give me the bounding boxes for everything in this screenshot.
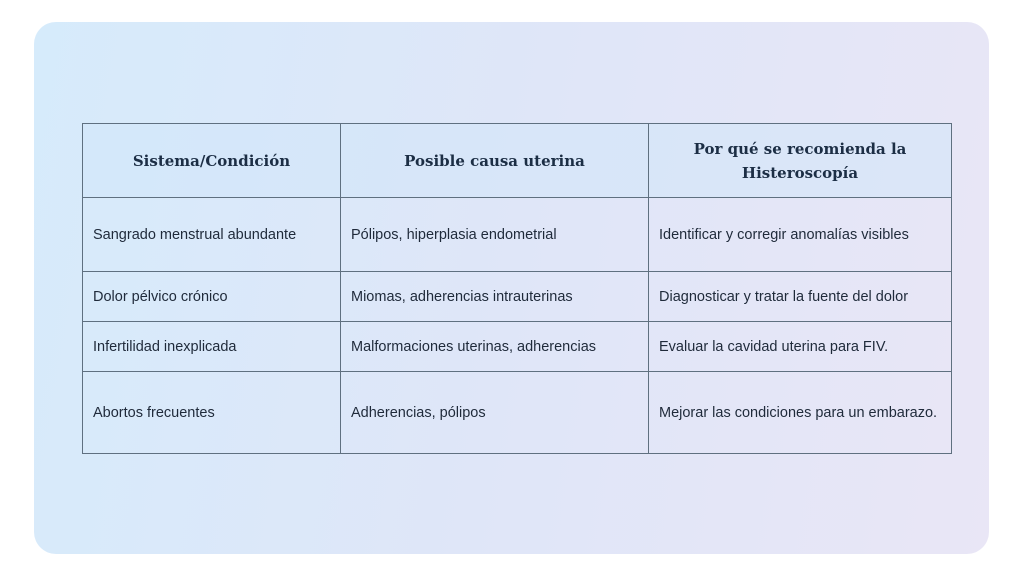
cell-recommendation-reason: Evaluar la cavidad uterina para FIV. [649,322,952,372]
cell-uterine-cause: Pólipos, hiperplasia endometrial [341,198,649,272]
cell-uterine-cause: Adherencias, pólipos [341,372,649,454]
table-row [83,322,952,372]
table-row [83,272,952,322]
cell-condition: Sangrado menstrual abundante [83,198,341,272]
conditions-table [82,123,952,454]
table-header-row [83,124,952,198]
cell-recommendation-reason: Identificar y corregir anomalías visibles [649,198,952,272]
table-row [83,372,952,454]
cell-condition: Dolor pélvico crónico [83,272,341,322]
cell-recommendation-reason: Mejorar las condiciones para un embarazo. [649,372,952,454]
header-uterine-cause: Posible causa uterina [341,124,649,198]
table-row [83,198,952,272]
cell-condition: Infertilidad inexplicada [83,322,341,372]
cell-uterine-cause: Malformaciones uterinas, adherencias [341,322,649,372]
cell-recommendation-reason: Diagnosticar y tratar la fuente del dolor [649,272,952,322]
header-condition: Sistema/Condición [83,124,341,198]
cell-uterine-cause: Miomas, adherencias intrauterinas [341,272,649,322]
header-recommendation-reason: Por qué se recomienda la Histeroscopía [649,124,952,198]
cell-condition: Abortos frecuentes [83,372,341,454]
